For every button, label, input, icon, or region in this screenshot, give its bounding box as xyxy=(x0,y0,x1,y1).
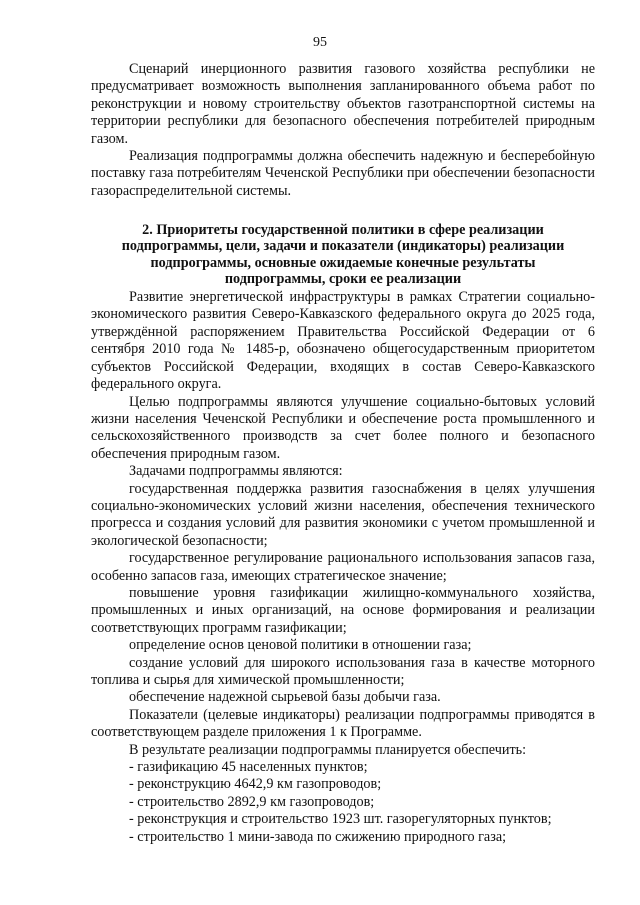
paragraph-results-intro: В результате реализации подпрограммы планируется обеспечить: xyxy=(129,741,527,758)
paragraph-energy-infrastructure: Развитие энергетической инфраструктуры в рамках Стратегии социально-экономического развития Северо-Кавказского федерального округа до 2025 года, утверждённой распоряжением Правительства Российской Федерации от 6 сентября 2010 года № 1485-р, обозначено общегосударственным приоритетом субъектов Российской Федерации, входящих в состав Северо-Кавказского федерального округа. xyxy=(91,289,595,393)
paragraph-inertial-scenario: Сценарий инерционного развития газового хозяйства республики не предусматривает возможность выполнения запланированного объема работ по реконструкции и новому строительству объектов газотранспортной системы на территории республики для безопасного обеспечения потребителей природным газом. xyxy=(91,61,595,147)
paragraph-task-pricing: определение основ ценовой политики в отношении газа; xyxy=(129,637,472,654)
paragraph-goal: Целью подпрограммы являются улучшение социально-бытовых условий жизни населения Чеченской Республики и обеспечение роста промышленного и сельскохозяйственного производств за счет более полного и безопасного обеспечения природным газом. xyxy=(91,393,595,462)
paragraph-indicators: Показатели (целевые индикаторы) реализации подпрограммы приводятся в соответствующем разделе приложения 1 к Программе. xyxy=(91,706,595,741)
result-item-mini-plant: - строительство 1 мини-завода по сжижению природного газа; xyxy=(129,828,507,845)
section-heading: 2. Приоритеты государственной политики в сфере реализации подпрограммы, цели, задачи и показатели (индикаторы) реализации подпрограммы, основные ожидаемые конечные результаты подпрограммы, сроки ее реализации xyxy=(121,222,565,287)
paragraph-task-state-support: государственная поддержка развития газоснабжения в целях улучшения социально-экономических условий жизни населения, обеспечения технического прогресса и создания условий для развития экономики с учетом промышленной и экологической безопасности; xyxy=(91,480,595,549)
paragraph-implementation: Реализация подпрограммы должна обеспечить надежную и бесперебойную поставку газа потребителям Чеченской Республики при обеспечении безопасности газораспределительной системы. xyxy=(91,148,595,199)
result-item-regulator-points: - реконструкция и строительство 1923 шт. газорегуляторных пунктов; xyxy=(129,811,552,828)
paragraph-tasks-intro: Задачами подпрограммы являются: xyxy=(129,463,343,480)
result-item-reconstruction: - реконструкцию 4642,9 км газопроводов; xyxy=(129,776,382,793)
document-body xyxy=(91,61,595,846)
result-item-gasification: - газификацию 45 населенных пунктов; xyxy=(129,759,368,776)
paragraph-task-gasification: повышение уровня газификации жилищно-коммунального хозяйства, промышленных и иных организаций, на основе формирования и реализации соответствующих программ газификации; xyxy=(91,584,595,636)
result-item-construction: - строительство 2892,9 км газопроводов; xyxy=(129,793,375,810)
paragraph-task-motor-fuel: создание условий для широкого использования газа в качестве моторного топлива и сырья для химической промышленности; xyxy=(91,654,595,688)
page-number: 95 xyxy=(313,35,327,50)
paragraph-task-raw-base: обеспечение надежной сырьевой базы добычи газа. xyxy=(129,689,441,706)
paragraph-task-regulation: государственное регулирование рационального использования запасов газа, особенно запасов газа, имеющих стратегическое значение; xyxy=(91,550,595,584)
